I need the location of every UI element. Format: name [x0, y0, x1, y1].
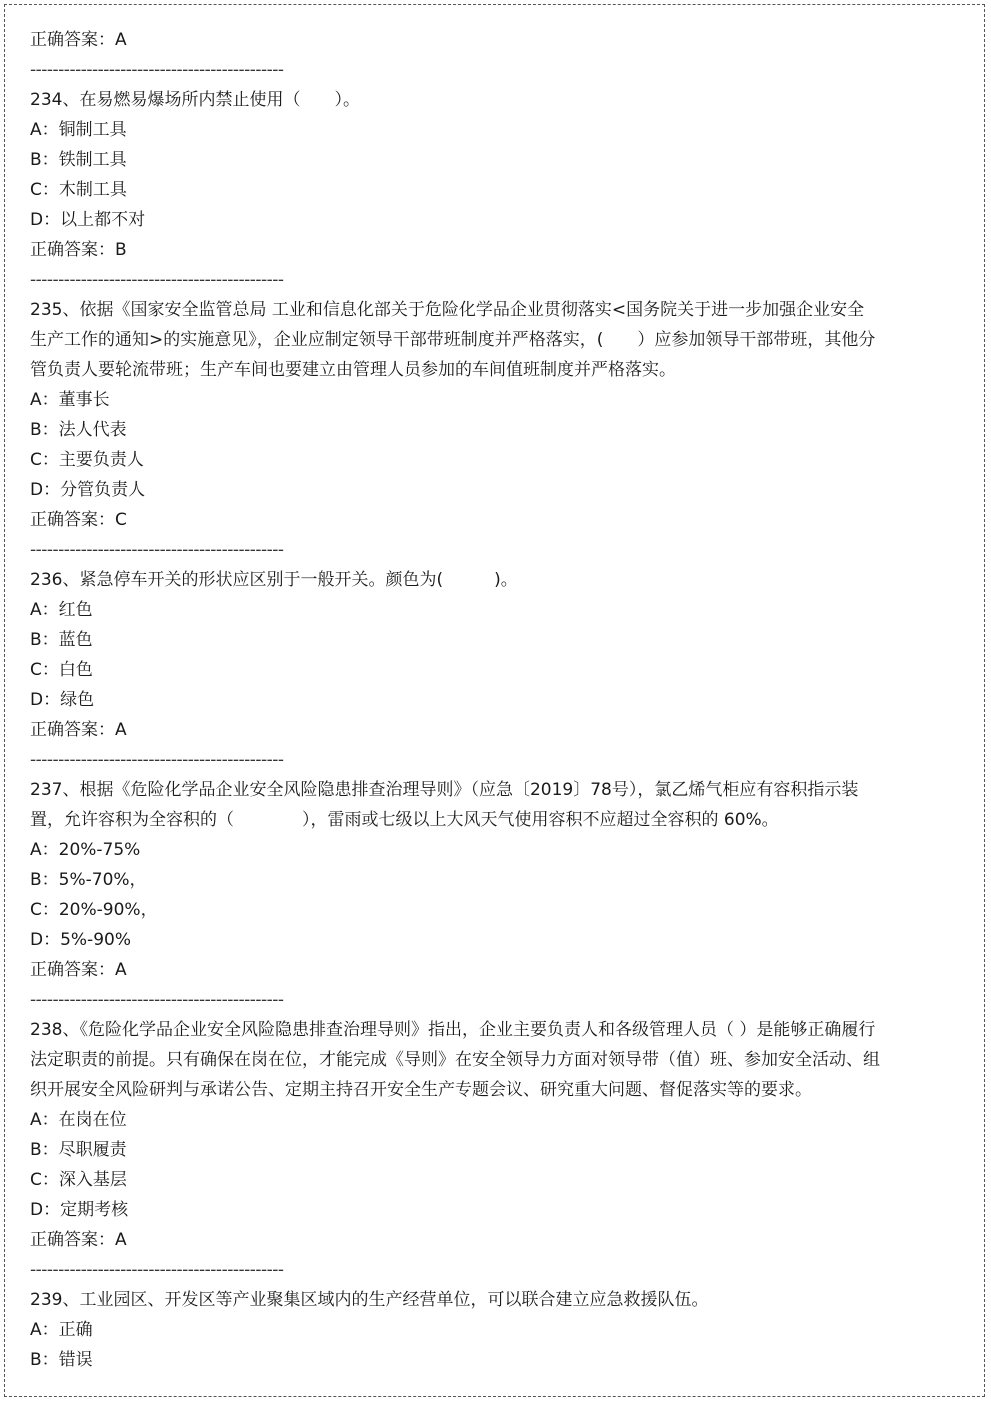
answer-line: 正确答案：A — [30, 720, 127, 740]
answer-line: 正确答案：A — [30, 960, 127, 980]
option: B：法人代表 — [30, 420, 127, 440]
option: B：5%-70%， — [30, 870, 147, 890]
separator: --------------------------------------------- — [30, 270, 284, 290]
question-text: 236、紧急停车开关的形状应区别于一般开关。颜色为( )。 — [30, 570, 518, 590]
answer-line: 正确答案：C — [30, 510, 127, 530]
option: A：正确 — [30, 1320, 93, 1340]
option: A：红色 — [30, 600, 93, 620]
option: C：木制工具 — [30, 180, 127, 200]
separator: --------------------------------------------- — [30, 990, 284, 1010]
option: C：20%-90%， — [30, 900, 158, 920]
option: A：20%-75% — [30, 840, 141, 860]
question-block — [30, 1015, 880, 1255]
separator: --------------------------------------------- — [30, 1260, 284, 1280]
option: A：在岗在位 — [30, 1110, 127, 1130]
question-block — [30, 295, 880, 535]
option: B：蓝色 — [30, 630, 93, 650]
question-block — [30, 565, 880, 745]
question-text: 238、《危险化学品企业安全风险隐患排查治理导则》指出，企业主要负责人和各级管理人员（ ）是能够正确履行法定职责的前提。只有确保在岗在位，才能完成《导则》在安全领导力方面对领导带（值）班、参加安全活动、组织开展安全风险研判与承诺公告、定期主持召开安全生产专题会议、研究重大问题、督促落实等的要求。 — [30, 1020, 880, 1100]
separator: --------------------------------------------- — [30, 60, 284, 80]
option: D：以上都不对 — [30, 210, 146, 230]
option: A：董事长 — [30, 390, 110, 410]
question-list — [30, 25, 880, 1375]
question-text: 234、在易燃易爆场所内禁止使用（ ）。 — [30, 90, 360, 110]
option: C：主要负责人 — [30, 450, 144, 470]
option: C：白色 — [30, 660, 93, 680]
separator: --------------------------------------------- — [30, 540, 284, 560]
question-text: 239、工业园区、开发区等产业聚集区域内的生产经营单位，可以联合建立应急救援队伍。 — [30, 1290, 709, 1310]
option: D：分管负责人 — [30, 480, 146, 500]
answer-line: 正确答案：B — [30, 240, 127, 260]
option: D：绿色 — [30, 690, 95, 710]
option: D：5%-90% — [30, 930, 131, 950]
question-block — [30, 85, 880, 265]
question-text: 237、根据《危险化学品企业安全风险隐患排查治理导则》（应急〔2019〕78号），氯乙烯气柜应有容积指示装置，允许容积为全容积的（ ），雷雨或七级以上大风天气使用容积不应超过全容积的 60%。 — [30, 780, 859, 830]
answer-line: 正确答案：A — [30, 30, 127, 50]
option: C：深入基层 — [30, 1170, 127, 1190]
question-block — [30, 775, 880, 985]
option: B：铁制工具 — [30, 150, 127, 170]
answer-line: 正确答案：A — [30, 1230, 127, 1250]
option: D：定期考核 — [30, 1200, 129, 1220]
option: A：铜制工具 — [30, 120, 127, 140]
separator: --------------------------------------------- — [30, 750, 284, 770]
option: B：尽职履责 — [30, 1140, 127, 1160]
question-text: 235、依据《国家安全监管总局 工业和信息化部关于危险化学品企业贯彻落实<国务院关于进一步加强企业安全生产工作的通知>的实施意见》，企业应制定领导干部带班制度并严格落实，( ）应参加领导干部带班，其他分管负责人要轮流带班；生产车间也要建立由管理人员参加的车间值班制度并严格落实。 — [30, 300, 876, 380]
question-block — [30, 1285, 880, 1375]
option: B：错误 — [30, 1350, 93, 1370]
